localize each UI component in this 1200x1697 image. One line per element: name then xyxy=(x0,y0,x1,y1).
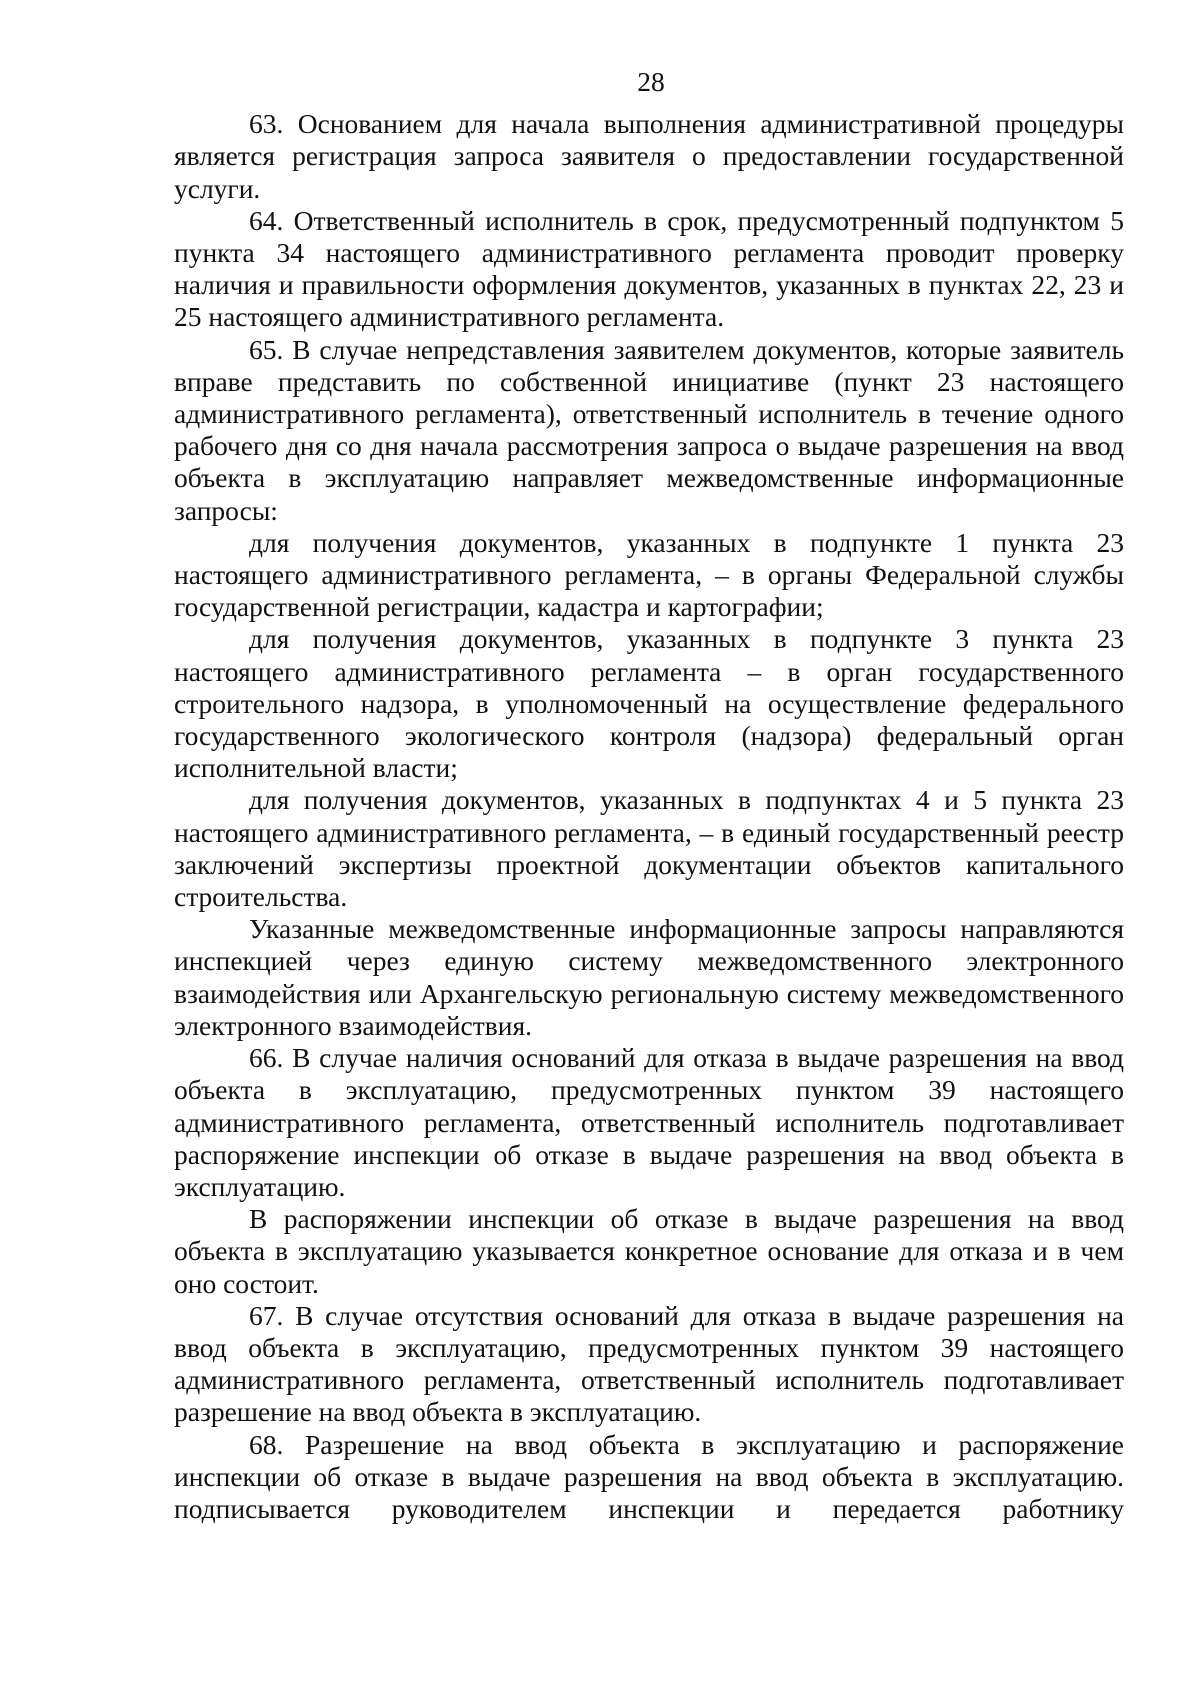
page-number: 28 xyxy=(637,66,665,97)
paragraph-67: 67. В случае отсутствия оснований для отказа в выдаче разрешения на ввод объекта в эксплуатацию, предусмотренных пунктом 39 настоящего административного регламента, ответственный исполнитель подготавливает разрешение на ввод объекта в эксплуатацию. xyxy=(174,1299,1124,1428)
paragraph-65-item-3: для получения документов, указанных в подпункте 3 пункта 23 настоящего административного регламента – в орган государственного строительного надзора, в уполномоченный на осуществление федерального государственного экологического контроля (надзора) федеральный орган исполнительной власти; xyxy=(174,623,1124,784)
paragraph-64: 64. Ответственный исполнитель в срок, предусмотренный подпунктом 5 пункта 34 настоящего административного регламента проводит проверку наличия и правильности оформления документов, указанных в пунктах 22, 23 и 25 настоящего административного регламента. xyxy=(174,204,1124,333)
paragraph-65-item-1: для получения документов, указанных в подпункте 1 пункта 23 настоящего административного регламента, – в органы Федеральной службы государственной регистрации, кадастра и картографии; xyxy=(174,526,1124,623)
paragraph-65-requests-note: Указанные межведомственные информационные запросы направляются инспекцией через единую систему межведомственного электронного взаимодействия или Архангельскую региональную систему межведомственного электронного взаимодействия. xyxy=(174,913,1124,1041)
paragraph-66-note: В распоряжении инспекции об отказе в выдаче разрешения на ввод объекта в эксплуатацию указывается конкретное основание для отказа и в чем оно состоит. xyxy=(174,1203,1124,1299)
paragraph-63: 63. Основанием для начала выполнения административной процедуры является регистрация запроса заявителя о предоставлении государственной услуги. xyxy=(174,108,1124,204)
paragraph-65-item-4-5: для получения документов, указанных в подпунктах 4 и 5 пункта 23 настоящего административного регламента, – в единый государственный реестр заключений экспертизы проектной документации объектов капитального строительства. xyxy=(174,784,1124,913)
paragraph-65: 65. В случае непредставления заявителем документов, которые заявитель вправе представить по собственной инициативе (пункт 23 настоящего административного регламента), ответственный исполнитель в течение одного рабочего дня со дня начала рассмотрения запроса о выдаче разрешения на ввод объекта в эксплуатацию направляет межведомственные информационные запросы: xyxy=(174,333,1124,526)
paragraph-68: 68. Разрешение на ввод объекта в эксплуатацию и распоряжение инспекции об отказе в выдаче разрешения на ввод объекта в эксплуатацию. подписывается руководителем инспекции и передается работнику xyxy=(174,1428,1124,1524)
document-page xyxy=(174,66,1124,1525)
paragraph-66: 66. В случае наличия оснований для отказа в выдаче разрешения на ввод объекта в эксплуатацию, предусмотренных пунктом 39 настоящего административного регламента, ответственный исполнитель подготавливает распоряжение инспекции об отказе в выдаче разрешения на ввод объекта в эксплуатацию. xyxy=(174,1042,1124,1202)
